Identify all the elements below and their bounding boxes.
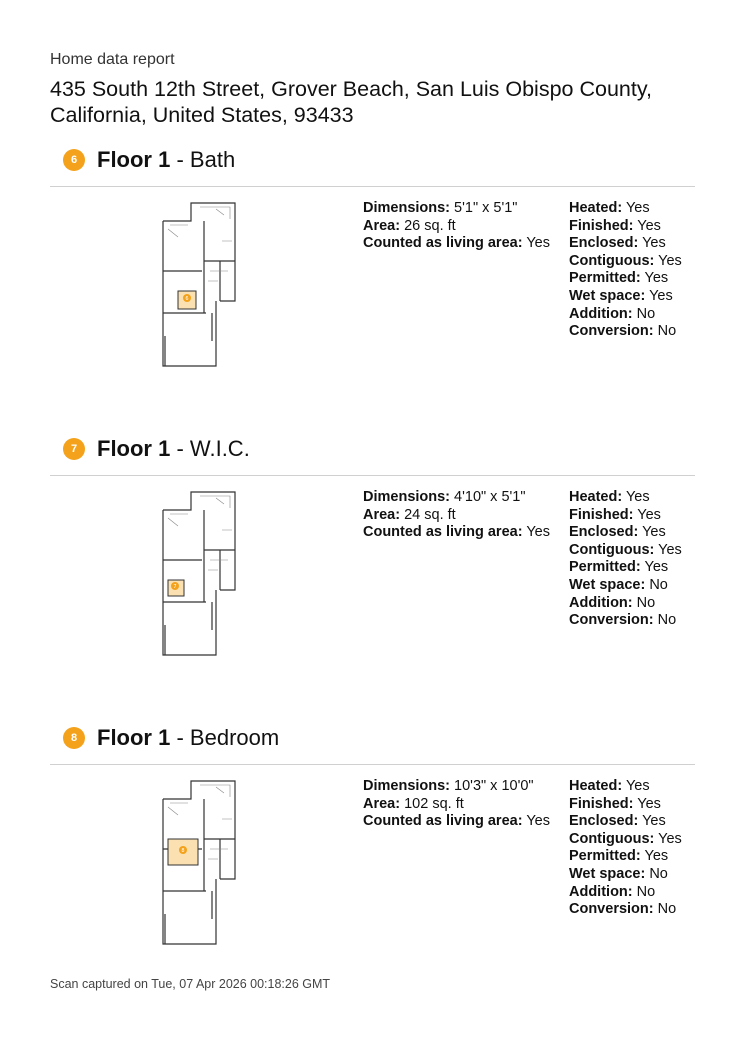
room-number-badge: 7	[63, 438, 85, 460]
attribute-row	[569, 577, 682, 595]
attribute-value: No	[657, 323, 677, 340]
attribute-row	[569, 524, 682, 542]
report-label: Home data report	[50, 51, 175, 68]
attribute-row	[569, 831, 682, 849]
attribute-value: Yes	[642, 524, 666, 541]
room-measurements	[363, 489, 550, 542]
attribute-row	[569, 866, 682, 884]
attribute-row	[569, 507, 682, 525]
living-area-label: Counted as living area:	[363, 235, 523, 252]
attribute-value: No	[657, 901, 677, 918]
attribute-value: Yes	[644, 270, 669, 287]
dimensions-value: 10'3" x 10'0"	[454, 778, 534, 794]
room-section-bath	[50, 149, 695, 419]
attribute-row	[569, 612, 682, 630]
attribute-label: Contiguous:	[569, 830, 655, 847]
floor-plan-icon	[160, 779, 240, 954]
title-separator: -	[176, 436, 184, 461]
living-area-row	[363, 813, 550, 831]
section-header	[50, 149, 695, 189]
room-attributes	[569, 778, 682, 919]
attribute-label: Finished:	[569, 795, 634, 812]
room-marker-label: 7	[173, 584, 177, 590]
attribute-value: Yes	[658, 830, 682, 847]
title-separator: -	[176, 725, 184, 750]
attribute-label: Wet space:	[569, 287, 646, 304]
attribute-value: Yes	[625, 778, 650, 794]
section-divider	[50, 186, 695, 187]
dimensions-value: 4'10" x 5'1"	[454, 489, 526, 505]
attribute-label: Heated:	[569, 778, 623, 794]
room-title	[97, 147, 235, 173]
dimensions-row	[363, 200, 550, 218]
attribute-label: Permitted:	[569, 270, 641, 287]
attribute-row	[569, 813, 682, 831]
attribute-label: Addition:	[569, 594, 633, 611]
attribute-label: Permitted:	[569, 848, 641, 865]
attribute-row	[569, 542, 682, 560]
attribute-value: Yes	[644, 559, 669, 576]
attribute-label: Contiguous:	[569, 541, 655, 558]
living-area-row	[363, 524, 550, 542]
title-separator: -	[176, 147, 184, 172]
room-title	[97, 436, 250, 462]
area-value: 26 sq. ft	[404, 217, 456, 234]
room-marker-label: 8	[181, 848, 185, 854]
attribute-row	[569, 323, 682, 341]
attribute-label: Enclosed:	[569, 524, 639, 541]
room-number-badge: 8	[63, 727, 85, 749]
attribute-value: No	[636, 883, 656, 900]
room-measurements	[363, 200, 550, 253]
attribute-label: Permitted:	[569, 559, 641, 576]
attribute-row	[569, 306, 682, 324]
room-attributes	[569, 200, 682, 341]
area-value: 102 sq. ft	[404, 795, 464, 812]
area-label: Area:	[363, 506, 401, 523]
attribute-label: Conversion:	[569, 612, 654, 629]
attribute-label: Enclosed:	[569, 813, 639, 830]
attribute-label: Conversion:	[569, 323, 654, 340]
room-name: Bedroom	[189, 725, 280, 750]
room-measurements	[363, 778, 550, 831]
attribute-value: Yes	[658, 252, 682, 269]
dimensions-row	[363, 778, 550, 796]
attribute-value: Yes	[649, 287, 673, 304]
living-area-value: Yes	[526, 813, 550, 830]
room-name: W.I.C.	[189, 436, 250, 461]
attribute-label: Finished:	[569, 217, 634, 234]
attribute-value: Yes	[637, 506, 661, 523]
attribute-value: No	[636, 594, 656, 611]
attribute-row	[569, 200, 682, 218]
section-header	[50, 438, 695, 478]
dimensions-row	[363, 489, 550, 507]
attribute-row	[569, 778, 682, 796]
dimensions-value: 5'1" x 5'1"	[454, 200, 518, 216]
dimensions-label: Dimensions:	[363, 489, 451, 505]
scan-timestamp: Scan captured on Tue, 07 Apr 2026 00:18:26 GMT	[50, 977, 331, 991]
room-name: Bath	[189, 147, 236, 172]
floor-label: Floor 1	[97, 147, 171, 172]
attribute-row	[569, 796, 682, 814]
attribute-row	[569, 559, 682, 577]
section-divider	[50, 764, 695, 765]
floor-label: Floor 1	[97, 436, 171, 461]
area-row	[363, 507, 550, 525]
area-value: 24 sq. ft	[404, 506, 456, 523]
dimensions-label: Dimensions:	[363, 200, 451, 216]
attribute-row	[569, 288, 682, 306]
floor-plan-icon	[160, 201, 240, 376]
area-row	[363, 218, 550, 236]
floor-plan-icon	[160, 490, 240, 665]
area-row	[363, 796, 550, 814]
attribute-label: Wet space:	[569, 576, 646, 593]
living-area-value: Yes	[526, 235, 550, 252]
attribute-value: Yes	[642, 235, 666, 252]
attribute-row	[569, 235, 682, 253]
room-section-bedroom	[50, 727, 695, 997]
living-area-row	[363, 235, 550, 253]
attribute-label: Contiguous:	[569, 252, 655, 269]
room-title	[97, 725, 279, 751]
attribute-row	[569, 595, 682, 613]
attribute-label: Heated:	[569, 489, 623, 505]
attribute-value: Yes	[625, 200, 650, 216]
attribute-label: Wet space:	[569, 865, 646, 882]
attribute-label: Enclosed:	[569, 235, 639, 252]
attribute-row	[569, 884, 682, 902]
attribute-row	[569, 848, 682, 866]
floor-label: Floor 1	[97, 725, 171, 750]
attribute-row	[569, 901, 682, 919]
property-address: 435 South 12th Street, Grover Beach, San Luis Obispo County, California, United States, 93433	[50, 77, 652, 127]
attribute-value: No	[649, 576, 668, 593]
attribute-value: Yes	[642, 813, 666, 830]
attribute-row	[569, 253, 682, 271]
attribute-label: Addition:	[569, 883, 633, 900]
room-number-badge: 6	[63, 149, 85, 171]
attribute-label: Conversion:	[569, 901, 654, 918]
attribute-value: Yes	[637, 217, 661, 234]
attribute-value: No	[649, 865, 668, 882]
living-area-label: Counted as living area:	[363, 524, 523, 541]
section-divider	[50, 475, 695, 476]
attribute-value: Yes	[625, 489, 650, 505]
attribute-row	[569, 270, 682, 288]
section-header	[50, 727, 695, 767]
room-attributes	[569, 489, 682, 630]
attribute-value: No	[636, 305, 656, 322]
room-section-wic	[50, 438, 695, 708]
area-label: Area:	[363, 795, 401, 812]
attribute-label: Addition:	[569, 305, 633, 322]
dimensions-label: Dimensions:	[363, 778, 451, 794]
attribute-value: Yes	[637, 795, 661, 812]
room-marker-label: 6	[185, 296, 189, 302]
attribute-row	[569, 489, 682, 507]
living-area-value: Yes	[526, 524, 550, 541]
attribute-value: No	[657, 612, 677, 629]
attribute-label: Heated:	[569, 200, 623, 216]
living-area-label: Counted as living area:	[363, 813, 523, 830]
attribute-value: Yes	[658, 541, 682, 558]
area-label: Area:	[363, 217, 401, 234]
attribute-label: Finished:	[569, 506, 634, 523]
attribute-value: Yes	[644, 848, 669, 865]
attribute-row	[569, 218, 682, 236]
